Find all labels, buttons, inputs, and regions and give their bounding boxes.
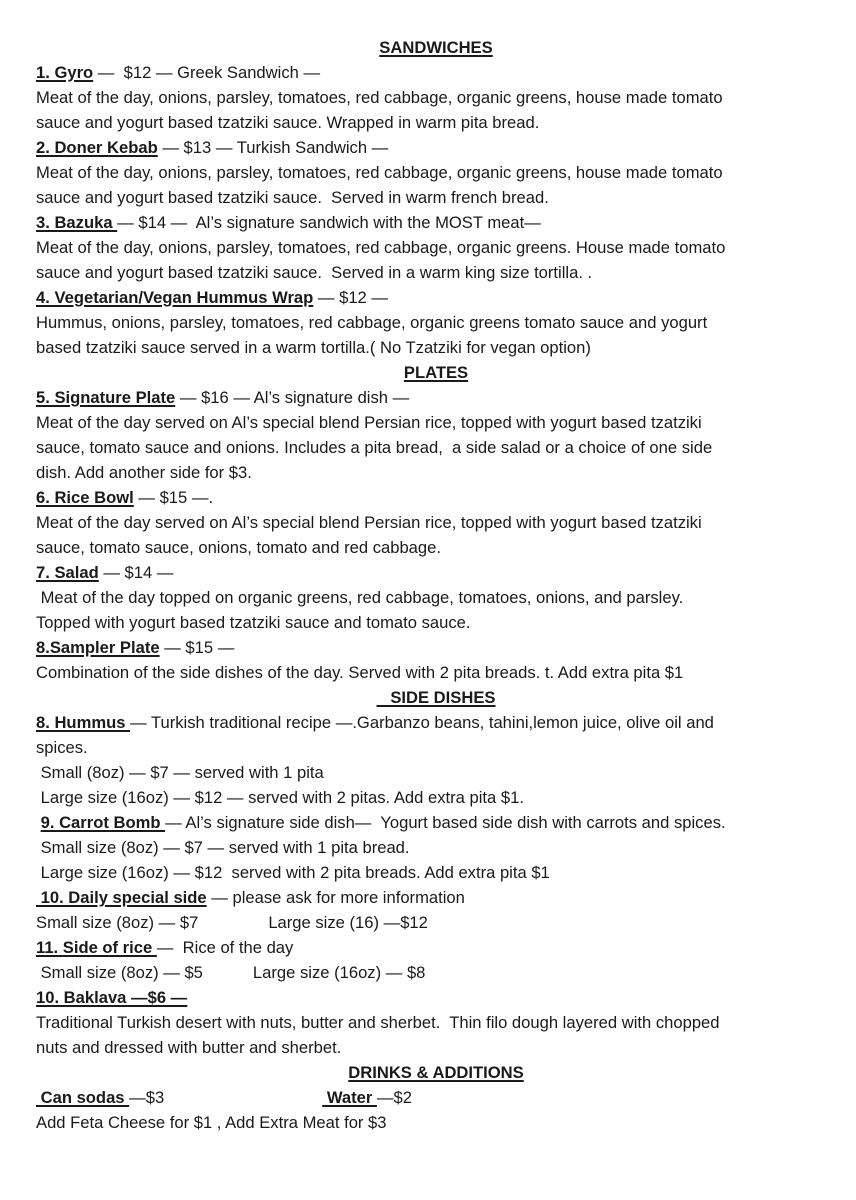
side-dishes-heading: SIDE DISHES: [376, 688, 496, 707]
rice-bowl-info: — $15 —.: [133, 488, 214, 507]
side-rice-info: — Rice of the day: [156, 938, 294, 957]
wrap-desc-line-2: based tzatziki sauce served in a warm tortilla.( No Tzatziki for vegan option): [36, 338, 591, 357]
daily-special-sizes: [36, 910, 836, 935]
rice-bowl-name: 6. Rice Bowl: [36, 488, 134, 507]
wrap-title-line: [36, 285, 836, 310]
bazuka-info: — $14 — Al’s signature sandwich with the MOST meat—: [117, 213, 541, 232]
water-price: —$2: [376, 1088, 412, 1107]
hummus-small: Small (8oz) — $7 — served with 1 pita: [36, 763, 324, 782]
gyro-name: 1. Gyro: [36, 63, 94, 82]
carrot-info: — Al’s signature side dish— Yogurt based side dish with carrots and spices.: [165, 813, 726, 832]
can-sodas-name: Can sodas: [36, 1088, 130, 1107]
baklava-name: 10. Baklava —$6 —: [36, 988, 188, 1007]
additions-line: Add Feta Cheese for $1 , Add Extra Meat for $3: [36, 1113, 387, 1132]
carrot-title-line: [36, 810, 836, 835]
rice-bowl-title-line: [36, 485, 836, 510]
wrap-info: — $12 —: [313, 288, 388, 307]
signature-plate-desc-line-3: dish. Add another side for $3.: [36, 463, 252, 482]
can-sodas-price: —$3: [129, 1088, 165, 1107]
hummus-title-line: [36, 710, 836, 735]
daily-special-title-line: [36, 885, 836, 910]
bazuka-desc-line-2: sauce and yogurt based tzatziki sauce. Served in a warm king size tortilla. .: [36, 263, 593, 282]
sampler-info: — $15 —: [159, 638, 235, 657]
signature-plate-desc-line-1: Meat of the day served on Al’s special blend Persian rice, topped with yogurt based tzatziki: [36, 413, 702, 432]
salad-title-line: [36, 560, 836, 585]
signature-plate-title-line: [36, 385, 836, 410]
salad-desc-line-1: Meat of the day topped on organic greens, red cabbage, tomatoes, onions, and parsley.: [36, 588, 684, 607]
daily-special-small: Small size (8oz) — $7: [36, 913, 199, 932]
hummus-desc-line-1: spices.: [36, 738, 88, 757]
gyro-title-line: [36, 60, 836, 85]
salad-name: 7. Salad: [36, 563, 99, 582]
sampler-title-line: [36, 635, 836, 660]
gyro-info: — $12 — Greek Sandwich —: [93, 63, 321, 82]
gyro-desc-line-1: Meat of the day, onions, parsley, tomatoes, red cabbage, organic greens, house made tomato: [36, 88, 723, 107]
bazuka-title-line: [36, 210, 836, 235]
wrap-name: 4. Vegetarian/Vegan Hummus Wrap: [36, 288, 314, 307]
side-rice-large: Large size (16oz) — $8: [252, 963, 426, 982]
sampler-name: 8.Sampler Plate: [36, 638, 160, 657]
carrot-small: Small size (8oz) — $7 — served with 1 pita bread.: [36, 838, 410, 857]
side-rice-small: Small size (8oz) — $5: [36, 963, 203, 982]
plates-heading: PLATES: [403, 363, 469, 382]
hummus-info: — Turkish traditional recipe —.Garbanzo beans, tahini,lemon juice, olive oil and: [130, 713, 714, 732]
side-rice-name: 11. Side of rice: [36, 938, 157, 957]
doner-desc-line-1: Meat of the day, onions, parsley, tomatoes, red cabbage, organic greens, house made tomato: [36, 163, 723, 182]
daily-special-name: 10. Daily special side: [36, 888, 207, 907]
side-rice-sizes: [36, 960, 836, 985]
bazuka-name: 3. Bazuka: [36, 213, 118, 232]
signature-plate-desc-line-2: sauce, tomato sauce and onions. Includes a pita bread, a side salad or a choice of one side: [36, 438, 713, 457]
salad-info: — $14 —: [98, 563, 174, 582]
carrot-large: Large size (16oz) — $12 served with 2 pita breads. Add extra pita $1: [36, 863, 550, 882]
hummus-name: 8. Hummus: [36, 713, 131, 732]
wrap-desc-line-1: Hummus, onions, parsley, tomatoes, red cabbage, organic greens tomato sauce and yogurt: [36, 313, 708, 332]
doner-name: 2. Doner Kebab: [36, 138, 158, 157]
sandwiches-heading: SANDWICHES: [379, 38, 493, 57]
water-name: Water: [322, 1088, 377, 1107]
baklava-desc-line-1: Traditional Turkish desert with nuts, butter and sherbet. Thin filo dough layered with chopped: [36, 1013, 720, 1032]
carrot-name: 9. Carrot Bomb: [40, 813, 166, 832]
sampler-desc-line-1: Combination of the side dishes of the day. Served with 2 pita breads. t. Add extra pita $1: [36, 663, 684, 682]
doner-desc-line-2: sauce and yogurt based tzatziki sauce. Served in warm french bread.: [36, 188, 549, 207]
rice-bowl-desc-line-2: sauce, tomato sauce, onions, tomato and red cabbage.: [36, 538, 441, 557]
signature-plate-info: — $16 — Al’s signature dish —: [175, 388, 410, 407]
doner-title-line: [36, 135, 836, 160]
baklava-title-line: [36, 985, 836, 1010]
salad-desc-line-2: Topped with yogurt based tzatziki sauce and tomato sauce.: [36, 613, 471, 632]
baklava-desc-line-2: nuts and dressed with butter and sherbet.: [36, 1038, 342, 1057]
rice-bowl-desc-line-1: Meat of the day served on Al’s special blend Persian rice, topped with yogurt based tzatziki: [36, 513, 702, 532]
daily-special-large: Large size (16) —$12: [268, 913, 428, 932]
signature-plate-name: 5. Signature Plate: [36, 388, 176, 407]
drinks-line: [36, 1085, 836, 1110]
drinks-heading: DRINKS & ADDITIONS: [348, 1063, 524, 1082]
menu-page: [36, 35, 836, 1135]
daily-special-info: — please ask for more information: [206, 888, 465, 907]
doner-info: — $13 — Turkish Sandwich —: [157, 138, 389, 157]
gyro-desc-line-2: sauce and yogurt based tzatziki sauce. Wrapped in warm pita bread.: [36, 113, 540, 132]
hummus-large: Large size (16oz) — $12 — served with 2 pitas. Add extra pita $1.: [36, 788, 524, 807]
side-rice-title-line: [36, 935, 836, 960]
bazuka-desc-line-1: Meat of the day, onions, parsley, tomatoes, red cabbage, organic greens. House made tomato: [36, 238, 726, 257]
